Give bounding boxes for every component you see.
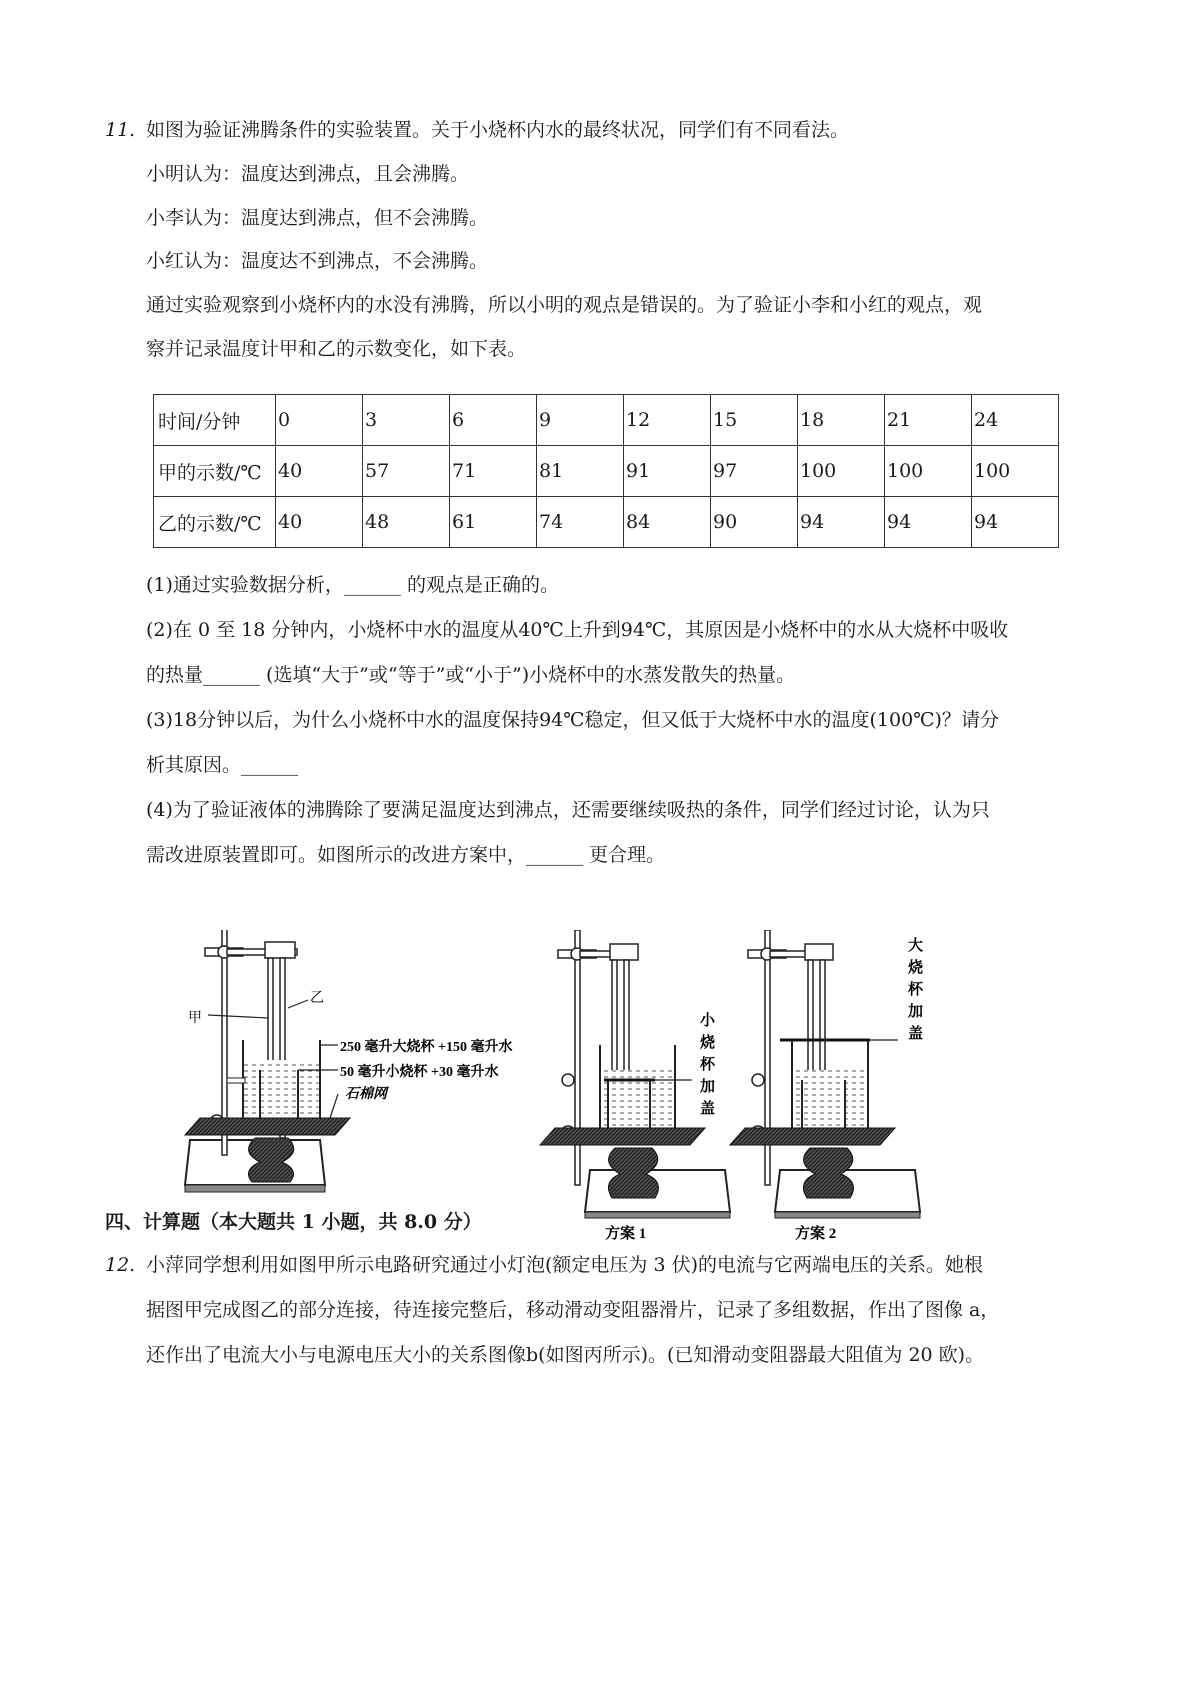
table-cell: 时间/分钟 [154, 395, 276, 446]
sub-question-1: (1)通过实验数据分析，______ 的观点是正确的。 [146, 574, 559, 596]
table-cell: 94 [885, 497, 972, 548]
label-big-beaker-lid [907, 937, 927, 1042]
question-11-number: 11. [105, 119, 136, 141]
sub-question-4-line-2: 需改进原装置即可。如图所示的改进方案中，______ 更合理。 [146, 844, 666, 866]
table-cell: 71 [450, 446, 537, 497]
table-cell: 乙的示数/℃ [154, 497, 276, 548]
table-cell: 74 [537, 497, 624, 548]
view-xiaoming: 小明认为：温度达到沸点，且会沸腾。 [146, 163, 470, 185]
question-12-line-2: 据图甲完成图乙的部分连接，待连接完整后，移动滑动变阻器滑片，记录了多组数据，作出了图像 a， [146, 1299, 1000, 1321]
table-cell: 94 [972, 497, 1059, 548]
vertical-char: 烧 [700, 1035, 716, 1051]
caption-scheme-2: 方案 2 [795, 1226, 837, 1242]
table-cell: 21 [885, 395, 972, 446]
table-row [154, 446, 1059, 497]
table-cell: 12 [624, 395, 711, 446]
paragraph-2: 察并记录温度计甲和乙的示数变化，如下表。 [146, 338, 527, 360]
sub-question-4-line-1: (4)为了验证液体的沸腾除了要满足温度达到沸点，还需要继续吸热的条件，同学们经过讨论，认为只 [146, 799, 990, 821]
table-cell: 40 [276, 446, 363, 497]
label-yi: 乙 [310, 991, 324, 1006]
sub-question-2-line-1: (2)在 0 至 18 分钟内，小烧杯中水的温度从40℃上升到94℃，其原因是小烧杯中的水从大烧杯中吸收 [146, 619, 1009, 641]
table-cell: 24 [972, 395, 1059, 446]
table-cell: 91 [624, 446, 711, 497]
table-cell: 甲的示数/℃ [154, 446, 276, 497]
table-cell: 48 [363, 497, 450, 548]
temperature-table [153, 394, 1059, 548]
label-small-beaker-lid [699, 1012, 719, 1117]
label-small-beaker: 50 毫升小烧杯 +30 毫升水 [340, 1065, 499, 1080]
vertical-char: 加 [700, 1079, 716, 1095]
table-row [154, 395, 1059, 446]
table-row [154, 497, 1059, 548]
table-cell: 61 [450, 497, 537, 548]
caption-scheme-1: 方案 1 [605, 1226, 647, 1242]
table-cell: 18 [798, 395, 885, 446]
label-jia: 甲 [188, 1011, 202, 1026]
sub-question-3-line-2: 析其原因。______ [146, 754, 299, 776]
table-cell: 100 [885, 446, 972, 497]
vertical-char: 盖 [700, 1101, 716, 1117]
table-cell: 9 [537, 395, 624, 446]
vertical-char: 大 [908, 938, 924, 954]
vertical-char: 烧 [908, 960, 924, 976]
table-cell: 15 [711, 395, 798, 446]
table-cell: 40 [276, 497, 363, 548]
table-cell: 94 [798, 497, 885, 548]
label-asbestos-net: 石棉网 [345, 1087, 387, 1102]
scheme-2-apparatus [730, 930, 927, 1242]
question-11-stem: 如图为验证沸腾条件的实验装置。关于小烧杯内水的最终状况，同学们有不同看法。 [146, 119, 850, 141]
table-cell: 84 [624, 497, 711, 548]
scheme-1-apparatus [540, 930, 730, 1242]
sub-question-2-line-2: 的热量______ (选填“大于”或“等于”或“小于”)小烧杯中的水蒸发散失的热量。 [146, 664, 796, 686]
table-cell: 81 [537, 446, 624, 497]
view-xiaoli: 小李认为：温度达到沸点，但不会沸腾。 [146, 207, 489, 229]
table-cell: 100 [798, 446, 885, 497]
question-12-line-1: 小萍同学想利用如图甲所示电路研究通过小灯泡(额定电压为 3 伏)的电流与它两端电压的关系。她根 [146, 1254, 983, 1276]
table-cell: 6 [450, 395, 537, 446]
view-xiaohong: 小红认为：温度达不到沸点，不会沸腾。 [146, 250, 489, 272]
table-cell: 90 [711, 497, 798, 548]
table-cell: 57 [363, 446, 450, 497]
label-big-beaker: 250 毫升大烧杯 +150 毫升水 [340, 1040, 513, 1055]
original-apparatus [185, 930, 512, 1192]
sub-question-3-line-1: (3)18分钟以后，为什么小烧杯中水的温度保持94℃稳定，但又低于大烧杯中水的温度(100℃)？请分 [146, 709, 999, 731]
vertical-char: 加 [908, 1004, 924, 1020]
vertical-char: 杯 [908, 982, 924, 998]
table-cell: 3 [363, 395, 450, 446]
vertical-char: 盖 [908, 1026, 924, 1042]
vertical-char: 小 [700, 1013, 716, 1029]
vertical-char: 杯 [700, 1057, 716, 1073]
question-12-number: 12. [105, 1254, 136, 1276]
question-12-line-3: 还作出了电流大小与电源电压大小的关系图像b(如图丙所示)。(已知滑动变阻器最大阻值为 20 欧)。 [146, 1344, 985, 1366]
table-cell: 97 [711, 446, 798, 497]
paragraph-1: 通过实验观察到小烧杯内的水没有沸腾，所以小明的观点是错误的。为了验证小李和小红的观点，观 [146, 294, 983, 316]
table-cell: 100 [972, 446, 1059, 497]
apparatus-figure [180, 930, 1100, 1255]
table-cell: 0 [276, 395, 363, 446]
section-4-title: 四、计算题（本大题共 1 小题，共 8.0 分） [105, 1211, 482, 1233]
